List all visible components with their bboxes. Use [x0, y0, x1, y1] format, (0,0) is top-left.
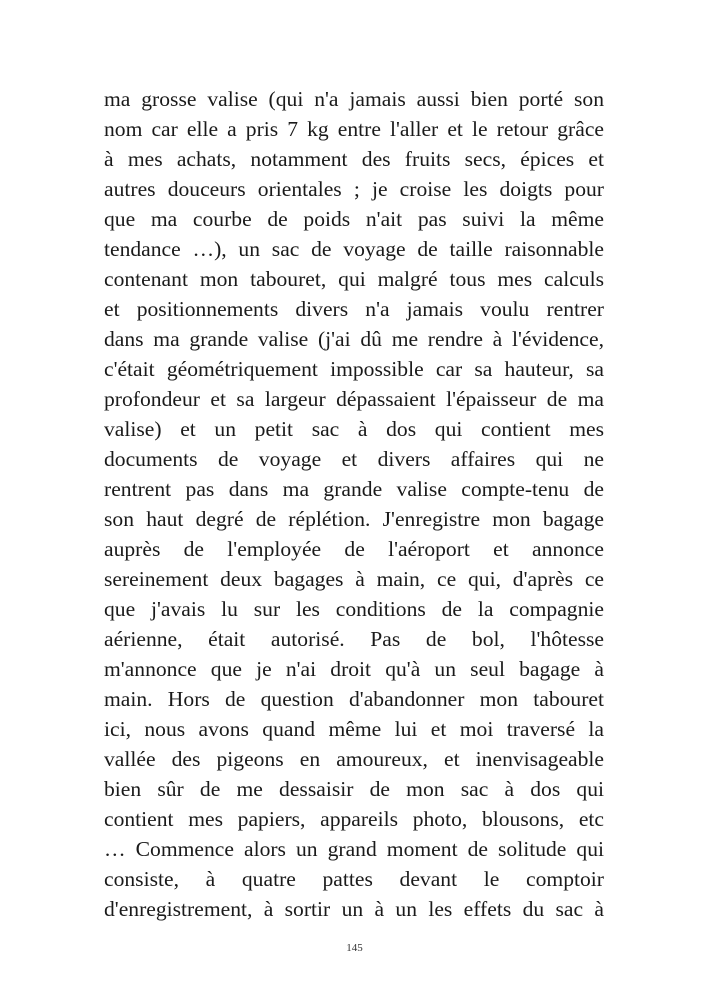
text-line: consiste, à quatre pattes devant le comptoir: [104, 867, 604, 891]
text-line: à mes achats, notamment des fruits secs, épices et: [104, 147, 604, 171]
text-line: ma grosse valise (qui n'a jamais aussi bien porté son: [104, 87, 604, 111]
text-line: que j'avais lu sur les conditions de la compagnie: [104, 597, 604, 621]
text-line: que ma courbe de poids n'ait pas suivi la même: [104, 207, 604, 231]
text-line: dans ma grande valise (j'ai dû me rendre à l'évidence,: [104, 327, 604, 351]
text-line: bien sûr de me dessaisir de mon sac à dos qui: [104, 777, 604, 801]
text-line: tendance …), un sac de voyage de taille raisonnable: [104, 237, 604, 261]
text-line: auprès de l'employée de l'aéroport et annonce: [104, 537, 604, 561]
text-line: vallée des pigeons en amoureux, et inenvisageable: [104, 747, 604, 771]
text-line: m'annonce que je n'ai droit qu'à un seul bagage à: [104, 657, 604, 681]
text-line: valise) et un petit sac à dos qui contient mes: [104, 417, 604, 441]
text-line: c'était géométriquement impossible car sa hauteur, sa: [104, 357, 604, 381]
text-line: documents de voyage et divers affaires qui ne: [104, 447, 604, 471]
text-line: rentrent pas dans ma grande valise compte-tenu de: [104, 477, 604, 501]
text-line: d'enregistrement, à sortir un à un les effets du sac à: [104, 897, 604, 921]
text-line: son haut degré de réplétion. J'enregistre mon bagage: [104, 507, 604, 531]
text-line: et positionnements divers n'a jamais voulu rentrer: [104, 297, 604, 321]
text-line: ici, nous avons quand même lui et moi traversé la: [104, 717, 604, 741]
text-line: profondeur et sa largeur dépassaient l'épaisseur de ma: [104, 387, 604, 411]
text-line: main. Hors de question d'abandonner mon tabouret: [104, 687, 604, 711]
text-line: aérienne, était autorisé. Pas de bol, l'hôtesse: [104, 627, 604, 651]
text-line: contient mes papiers, appareils photo, blousons, etc: [104, 807, 604, 831]
text-line: … Commence alors un grand moment de solitude qui: [104, 837, 604, 861]
text-line: autres douceurs orientales ; je croise les doigts pour: [104, 177, 604, 201]
page-number: 145: [346, 942, 363, 954]
body-text: [104, 84, 604, 924]
text-line: contenant mon tabouret, qui malgré tous mes calculs: [104, 267, 604, 291]
text-line: sereinement deux bagages à main, ce qui, d'après ce: [104, 567, 604, 591]
text-line: nom car elle a pris 7 kg entre l'aller et le retour grâce: [104, 117, 604, 141]
